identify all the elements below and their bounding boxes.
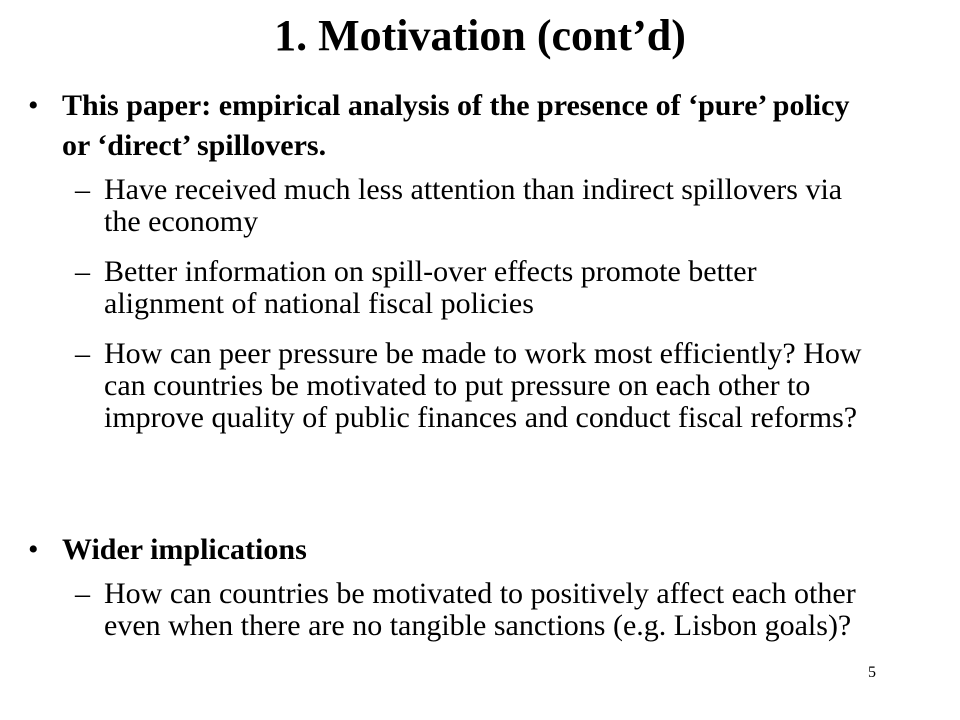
page-number: 5 (868, 664, 876, 681)
sub-bullet-marker: – (75, 577, 90, 610)
sub-bullet-text: How can countries be motivated to positively affect each other even when there are no tangible sanctions (e.g. Lisbon goals)? (104, 577, 856, 642)
slide-title: 1. Motivation (cont’d) (274, 11, 686, 60)
sub-bullet-text: How can peer pressure be made to work most efficiently? How can countries be motivated to put pressure on each other to improve quality of public finances and conduct fiscal reforms? (104, 337, 862, 434)
bullet-text: This paper: empirical analysis of the presence of ‘pure’ policy or ‘direct’ spillovers. (62, 89, 850, 162)
bullet-text: Wider implications (62, 533, 307, 566)
sub-bullet-text: Have received much less attention than indirect spillovers via the economy (104, 173, 843, 238)
sub-bullet-text: Better information on spill-over effects promote better alignment of national fiscal policies (104, 255, 757, 320)
sub-bullet-marker: – (75, 337, 90, 370)
bullet-marker: • (28, 533, 39, 566)
sub-bullet-marker: – (75, 255, 90, 288)
sub-bullet-marker: – (75, 173, 90, 206)
bullet-marker: • (28, 89, 39, 122)
